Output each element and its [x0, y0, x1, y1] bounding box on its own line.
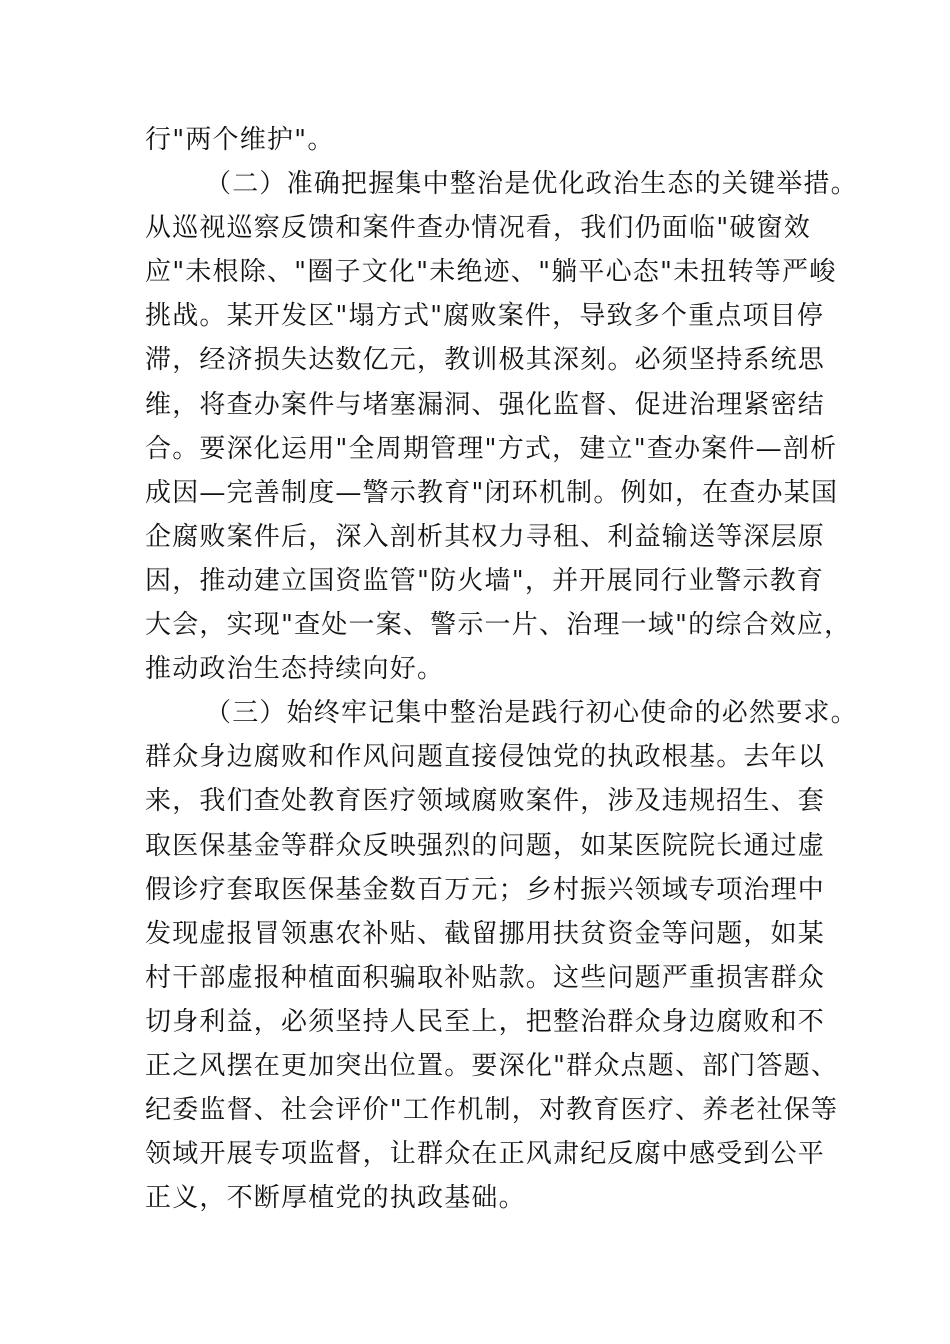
section-heading-2: （二）准确把握集中整治是优化政治生态的关键举措。	[205, 169, 858, 200]
text-line: 行"两个维护"。	[145, 125, 335, 155]
text-line: 发现虚报冒领惠农补贴、截留挪用扶贫资金等问题，如某	[145, 918, 826, 949]
body-text	[145, 118, 858, 1220]
text-line: 取医保基金等群众反映强烈的问题，如某医院院长通过虚	[145, 830, 826, 861]
text-line: 应"未根除、"圈子文化"未绝迹、"躺平心态"未扭转等严峻	[145, 257, 837, 288]
text-line: 切身利益，必须坚持人民至上，把整治群众身边腐败和不	[145, 1006, 826, 1037]
text-line: 合。要深化运用"全周期管理"方式，建立"查办案件—剖析	[145, 433, 838, 464]
text-line: 滞，经济损失达数亿元，教训极其深刻。必须坚持系统思	[145, 345, 826, 376]
text-line: 纪委监督、社会评价"工作机制，对教育医疗、养老社保等	[145, 1095, 839, 1126]
text-line: 大会，实现"查处一案、警示一片、治理一域"的综合效应，	[145, 610, 852, 641]
text-line: 假诊疗套取医保基金数百万元；乡村振兴领域专项治理中	[145, 874, 826, 905]
text-line: 来，我们查处教育医疗领域腐败案件，涉及违规招生、套	[145, 786, 826, 817]
text-line: 成因—完善制度—警示教育"闭环机制。例如，在查办某国	[145, 477, 839, 508]
text-line: 村干部虚报种植面积骗取补贴款。这些问题严重损害群众	[145, 962, 826, 993]
text-line: 挑战。某开发区"塌方式"腐败案件，导致多个重点项目停	[145, 301, 825, 332]
text-line: 正之风摆在更加突出位置。要深化"群众点题、部门答题、	[145, 1050, 839, 1081]
text-line: 群众身边腐败和作风问题直接侵蚀党的执政根基。去年以	[145, 742, 826, 773]
text-line: 从巡视巡察反馈和案件查办情况看，我们仍面临"破窗效	[145, 213, 811, 244]
text-line: 维，将查办案件与堵塞漏洞、强化监督、促进治理紧密结	[145, 389, 826, 420]
text-line: 企腐败案件后，深入剖析其权力寻租、利益输送等深层原	[145, 521, 826, 552]
text-line: 领域开展专项监督，让群众在正风肃纪反腐中感受到公平	[145, 1139, 826, 1170]
section-heading-3: （三）始终牢记集中整治是践行初心使命的必然要求。	[205, 698, 858, 729]
text-line: 正义，不断厚植党的执政基础。	[145, 1183, 526, 1214]
text-line: 因，推动建立国资监管"防火墙"，并开展同行业警示教育	[145, 565, 825, 596]
text-line: 推动政治生态持续向好。	[145, 654, 445, 685]
